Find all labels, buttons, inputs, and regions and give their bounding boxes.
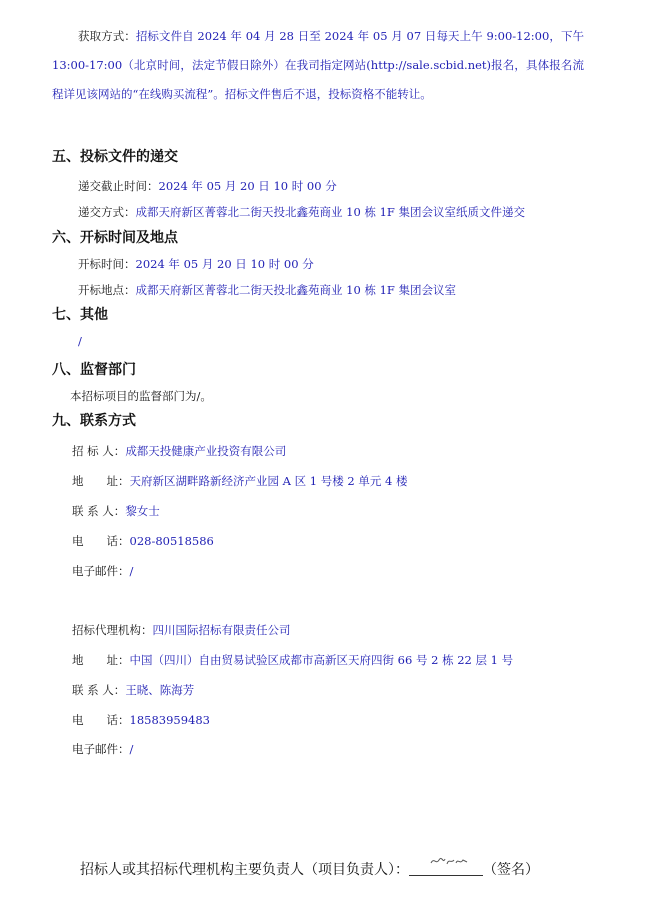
- deadline-label: 递交截止时间：: [78, 179, 159, 193]
- opening-place-row: [78, 282, 456, 298]
- opening-place-value: 成都天府新区菁蓉北二街天投北鑫苑商业 10 栋 1F 集团会议室: [135, 283, 457, 297]
- opening-time-label: 开标时间：: [78, 257, 136, 271]
- signature-field: [409, 861, 483, 876]
- tenderer-email-row: [72, 563, 133, 579]
- tenderer-contact-label: 联 系 人：: [72, 504, 126, 518]
- tenderer-address-row: [72, 473, 408, 489]
- agency-phone-row: [72, 712, 210, 728]
- section6-heading: 六、开标时间及地点: [52, 230, 178, 246]
- submit-method-row: [78, 204, 525, 220]
- agency-name-row: [72, 622, 291, 638]
- agency-email-value: /: [129, 742, 134, 756]
- tenderer-phone-label: 电 话：: [72, 534, 130, 548]
- agency-contact-row: [72, 682, 194, 698]
- tenderer-phone-row: [72, 533, 214, 549]
- agency-contact-label: 联 系 人：: [72, 683, 126, 697]
- tenderer-address-label: 地 址：: [72, 474, 130, 488]
- deadline-row: [78, 178, 337, 194]
- deadline-value: 2024 年 05 月 20 日 10 时 00 分: [158, 179, 337, 193]
- tenderer-address-value: 天府新区湖畔路新经济产业园 A 区 1 号楼 2 单元 4 楼: [129, 474, 408, 488]
- tenderer-name-row: [72, 443, 286, 459]
- submit-method-value: 成都天府新区菁蓉北二街天投北鑫苑商业 10 栋 1F 集团会议室纸质文件递交: [135, 205, 526, 219]
- agency-phone-value: 18583959483: [129, 713, 210, 727]
- obtain-text: 招标文件自 2024 年 04 月 28 日至 2024 年 05 月 07 日每天上午 9:00-12:00，下午 13:00-17:00（北京时间，法定节假日除外）在我司指定网站(http://sale.scbid.net)报名，具体报名流程详见该网站的“在线购买流程”。招标文件售后不退，投标资格不能转让。: [52, 29, 585, 101]
- tenderer-email-label: 电子邮件：: [72, 564, 130, 578]
- handwritten-signature-image: [429, 855, 469, 867]
- signature-suffix: （签名）: [483, 862, 539, 878]
- agency-address-row: [72, 652, 513, 668]
- section7-heading: 七、其他: [52, 307, 108, 323]
- agency-contact-value: 王晓、陈海芳: [125, 683, 195, 697]
- obtain-label: 获取方式：: [78, 29, 136, 43]
- opening-time-row: [78, 256, 314, 272]
- supervision-text: 本招标项目的监督部门为/。: [70, 389, 212, 403]
- agency-phone-label: 电 话：: [72, 713, 130, 727]
- obtain-paragraph: [52, 22, 584, 109]
- section9-heading: 九、联系方式: [52, 413, 136, 429]
- tenderer-contact-row: [72, 503, 160, 519]
- opening-time-value: 2024 年 05 月 20 日 10 时 00 分: [135, 257, 314, 271]
- signature-line: [80, 859, 539, 879]
- signature-label: 招标人或其招标代理机构主要负责人（项目负责人）：: [80, 862, 409, 878]
- agency-address-label: 地 址：: [72, 653, 130, 667]
- tenderer-name-value: 成都天投健康产业投资有限公司: [125, 444, 287, 458]
- agency-name-value: 四川国际招标有限责任公司: [152, 623, 291, 637]
- tenderer-email-value: /: [129, 564, 134, 578]
- other-value: /: [78, 334, 82, 348]
- submit-method-label: 递交方式：: [78, 205, 136, 219]
- tenderer-contact-value: 黎女士: [125, 504, 160, 518]
- agency-email-label: 电子邮件：: [72, 742, 130, 756]
- opening-place-label: 开标地点：: [78, 283, 136, 297]
- section8-heading: 八、监督部门: [52, 362, 136, 378]
- agency-email-row: [72, 741, 133, 757]
- section5-heading: 五、投标文件的递交: [52, 149, 178, 165]
- tenderer-name-label: 招 标 人：: [72, 444, 126, 458]
- agency-address-value: 中国（四川）自由贸易试验区成都市高新区天府四街 66 号 2 栋 22 层 1 号: [129, 653, 514, 667]
- tenderer-phone-value: 028-80518586: [129, 534, 214, 548]
- agency-name-label: 招标代理机构：: [72, 623, 153, 637]
